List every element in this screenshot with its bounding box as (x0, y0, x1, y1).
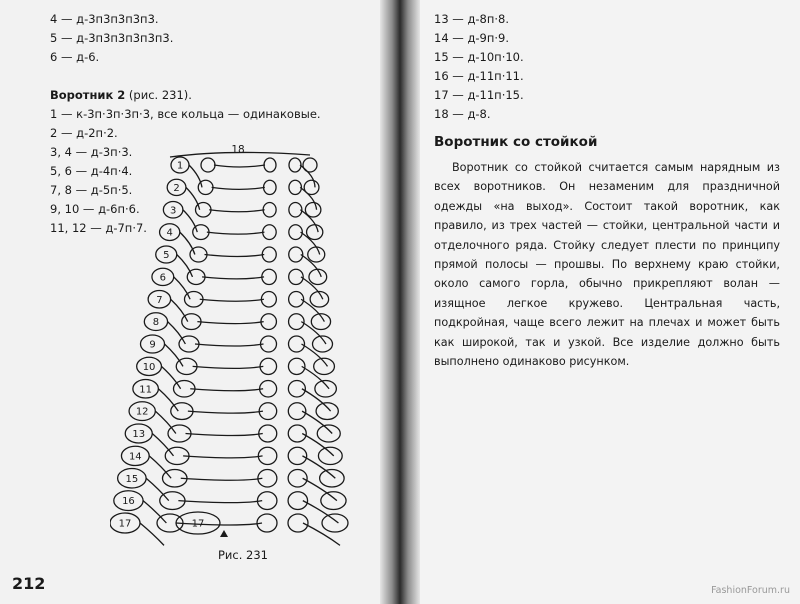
ring-number-label: 1 (176, 160, 184, 172)
site-watermark: FashionForum.ru (711, 585, 790, 596)
chain-center-16 (178, 501, 262, 503)
chain-center-6 (202, 277, 264, 279)
middle-ring-b-5 (289, 247, 303, 262)
right-ring-4 (307, 225, 323, 240)
collar-line-4: 5, 6 — д-4п·4. (50, 164, 133, 178)
right-ring-13 (317, 425, 340, 442)
right-line-6: 18 — д-8. (434, 107, 491, 121)
middle-ring-a-2 (264, 180, 277, 194)
chain-center-8 (197, 322, 263, 324)
chain-center-5 (205, 255, 265, 257)
ring-number-label: 2 (173, 182, 180, 194)
right-ring-17 (322, 514, 348, 532)
right-line-3: 15 — д-10п·10. (434, 50, 524, 64)
chain-left-12 (155, 411, 176, 433)
ring-number-label: 15 (125, 473, 139, 485)
chain-center-13 (186, 434, 263, 436)
top-label: 18 (231, 144, 245, 156)
ring-number-label: 8 (152, 317, 160, 329)
chain-right-3 (300, 210, 318, 232)
chain-center-2 (212, 187, 265, 189)
ring-number-label: 3 (169, 205, 177, 217)
left-line-3: 6 — д-6. (50, 50, 100, 64)
chain-left-13 (152, 434, 173, 456)
right-ring-12 (316, 403, 338, 420)
collar-heading: Воротник 2 (50, 88, 126, 102)
middle-ring-a-4 (263, 225, 277, 240)
middle-ring-b-17 (288, 514, 308, 532)
page-number: 212 (12, 574, 46, 593)
chain-right-16 (303, 501, 339, 523)
chain-right-17 (303, 523, 340, 545)
chain-center-12 (188, 411, 263, 413)
ring-number-label: 5 (163, 250, 170, 261)
middle-ring-a-1 (264, 158, 276, 172)
collar-line-7: 11, 12 — д-7п·7. (50, 221, 147, 235)
chain-right-5 (301, 255, 322, 277)
collar-line-5: 7, 8 — д-5п·5. (50, 183, 133, 197)
right-line-5: 17 — д-11п·15. (434, 88, 524, 102)
chain-center-14 (183, 456, 262, 458)
chain-center-7 (200, 299, 264, 301)
middle-ring-b-3 (289, 203, 302, 218)
bottom-label: 17 (191, 518, 205, 530)
collar-figure-ref: (рис. 231). (125, 88, 192, 102)
middle-ring-b-2 (289, 180, 302, 194)
chain-center-9 (195, 344, 264, 346)
chain-right-6 (301, 277, 323, 299)
figure-caption: Рис. 231 (218, 548, 268, 562)
middle-ring-b-1 (289, 158, 301, 172)
chain-left-11 (158, 389, 178, 411)
chain-left-4 (180, 232, 195, 254)
right-ring-16 (321, 492, 346, 510)
chain-center-15 (181, 478, 263, 480)
ring-number-label: 14 (128, 451, 142, 463)
chain-right-2 (300, 187, 316, 209)
middle-ring-b-16 (288, 492, 308, 510)
ring-number-label: 12 (135, 406, 149, 418)
section-paragraph: Воротник со стойкой считается самым нарядным из всех воротников. Он незаменим для праздничной одежды «на выход». Состоит такой воротник, как правило, из трех частей — стойки, центральной части и отделочного ряда. Стойку следует плести по принципу прямой полосы — прошвы. По верхнему краю стойки, около самого горла, обычно прикрепляют волан — изящное легкое кружево. Центральная часть, подкройная, чаще всего лежит на плечах и может быть как широкой, так и узкой. Все изделие должно быть выполнено одинаково рисунком. (434, 161, 780, 369)
inner-ring-left-3 (196, 203, 212, 218)
start-marker-triangle (220, 530, 228, 537)
right-line-2: 14 — д-9п·9. (434, 31, 510, 45)
middle-ring-b-15 (288, 470, 307, 488)
middle-ring-a-3 (263, 203, 276, 218)
left-line-2: 5 — д-3п3п3п3п3п3. (50, 31, 174, 45)
ring-number-label: 16 (122, 496, 135, 508)
left-line-1: 4 — д-3п3п3п3п3. (50, 12, 159, 26)
ring-number-label: 9 (149, 339, 156, 351)
inner-ring-left-4 (193, 225, 209, 240)
chain-center-1 (214, 165, 265, 167)
chain-right-4 (301, 232, 320, 254)
chain-left-1 (189, 165, 202, 187)
right-ring-14 (318, 447, 342, 464)
ring-number-label: 7 (156, 294, 163, 306)
chain-right-15 (303, 478, 337, 500)
chain-left-3 (183, 210, 197, 232)
middle-ring-b-4 (289, 225, 303, 240)
right-text-column (434, 10, 784, 124)
chain-left-14 (149, 456, 171, 478)
right-ring-10 (314, 358, 335, 374)
middle-ring-a-5 (262, 247, 276, 262)
inner-ring-left-2 (198, 180, 213, 194)
chain-left-15 (146, 478, 169, 500)
ring-number-label: 17 (118, 518, 132, 530)
collar-line-2: 2 — д-2п·2. (50, 126, 118, 140)
collar-line-3: 3, 4 — д-3п·3. (50, 145, 133, 159)
chain-center-17 (176, 523, 262, 525)
right-ring-5 (308, 247, 325, 262)
lace-collar-diagram (110, 143, 380, 573)
middle-ring-b-14 (288, 447, 307, 464)
inner-ring-left-1 (201, 158, 215, 172)
chain-center-4 (207, 232, 265, 234)
chain-left-2 (186, 187, 200, 209)
ring-number-label: 10 (142, 361, 156, 373)
chain-center-11 (190, 389, 263, 391)
ring-number-label: 4 (166, 227, 173, 239)
chain-center-3 (209, 210, 264, 212)
chain-center-10 (193, 366, 264, 368)
right-line-4: 16 — д-11п·11. (434, 69, 524, 83)
right-ring-15 (320, 470, 345, 488)
right-ring-11 (315, 381, 337, 398)
chain-left-16 (143, 501, 166, 523)
collar-line-6: 9, 10 — д-6п·6. (50, 202, 140, 216)
ring-number-label: 11 (139, 384, 152, 396)
right-line-1: 13 — д-8п·8. (434, 12, 510, 26)
collar-line-1: 1 — к-3п·3п·3п·3, все кольца — одинаковые. (50, 107, 321, 121)
book-gutter (380, 0, 420, 604)
chain-left-17 (140, 523, 164, 545)
ring-number-label: 6 (159, 272, 166, 284)
collar-heading-line (50, 86, 370, 105)
ring-number-label: 13 (132, 429, 146, 440)
section-title: Воротник со стойкой (434, 134, 598, 150)
chain-right-1 (300, 165, 315, 187)
right-ring-6 (309, 269, 327, 284)
inner-ring-left-5 (190, 247, 207, 262)
